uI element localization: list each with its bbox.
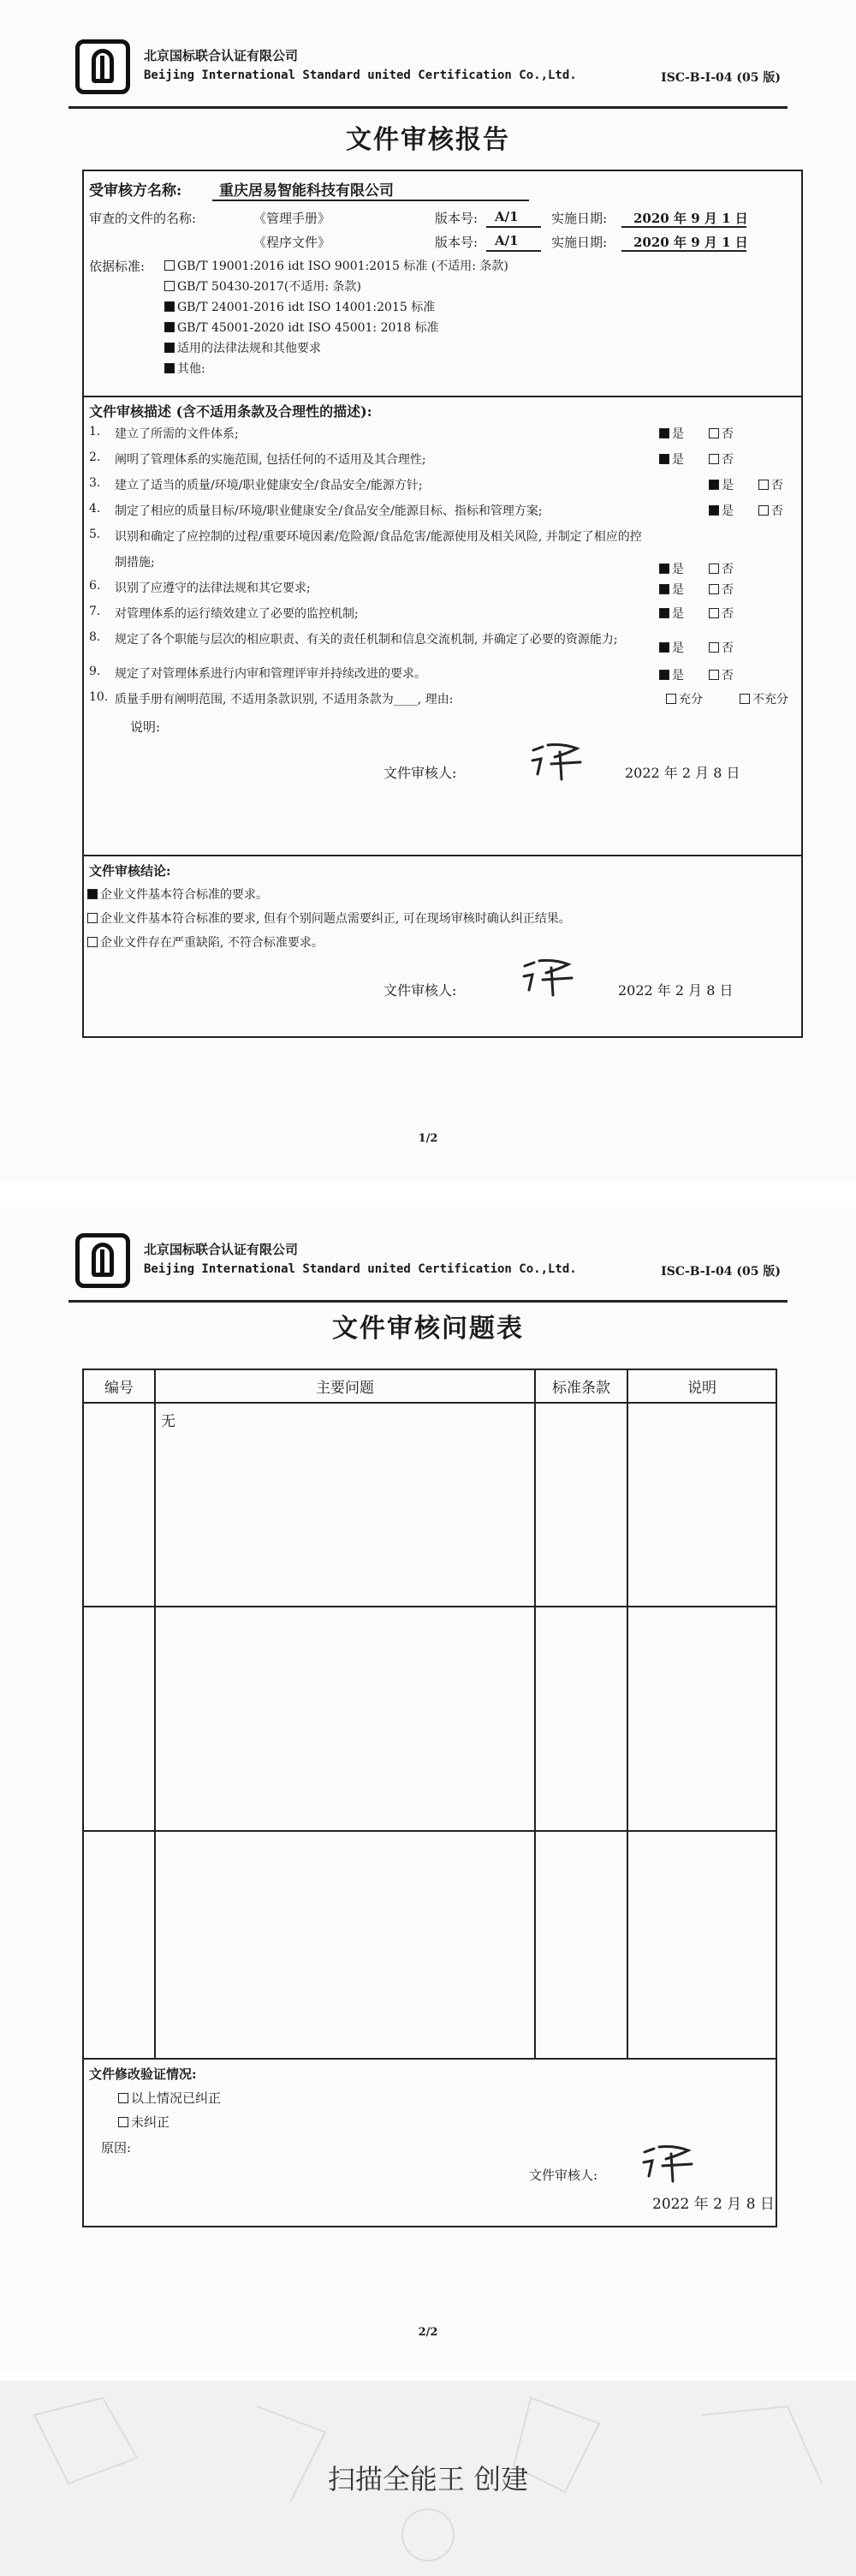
yes-label: 是: [672, 427, 684, 441]
yes-label: 是: [672, 641, 684, 655]
impl-label: 实施日期:: [551, 211, 608, 226]
checkbox-icon: [758, 480, 769, 490]
docs-label: 审查的文件的名称:: [89, 211, 197, 226]
no-label: 否: [722, 453, 734, 467]
standard-item: [164, 277, 361, 295]
note-label: 说明:: [130, 719, 161, 735]
checked-checkbox-icon: [709, 505, 719, 516]
checkbox-icon: [740, 694, 750, 704]
checked-checkbox-icon: [659, 670, 669, 680]
checked-checkbox-icon: [659, 642, 669, 653]
no-option[interactable]: [709, 560, 734, 577]
version-label-2: 版本号:: [435, 235, 479, 250]
standard-text: 其他:: [177, 362, 205, 376]
item-number: 9.: [89, 665, 101, 678]
page-number-1: 1/2: [418, 1132, 438, 1145]
checked-checkbox-icon: [659, 608, 669, 618]
reviewer-label-2: 文件审核人:: [383, 982, 457, 999]
no-option[interactable]: [709, 666, 734, 683]
issues-reviewer-signature: [640, 2142, 700, 2185]
no-label: 否: [722, 427, 734, 441]
version-value-2: A/1: [495, 233, 519, 248]
checkbox-icon: [118, 2093, 128, 2103]
reviewer-signature-2: [520, 956, 580, 999]
checked-checkbox-icon: [87, 889, 98, 899]
yes-option[interactable]: [659, 560, 684, 577]
doc-code: ISC-B-I-04 (05 版): [661, 71, 781, 85]
conclusion-text: 企业文件基本符合标准的要求, 但有个别问题点需要纠正, 可在现场审核时确认纠正结果。: [100, 912, 571, 926]
no-label: 否: [722, 583, 734, 597]
item-text: 规定了各个职能与层次的相应职责、有关的责任机制和信息交流机制, 并确定了必要的资源能力;: [115, 633, 618, 647]
checked-checkbox-icon[interactable]: [164, 322, 175, 332]
conclusion-item[interactable]: [87, 933, 324, 951]
conclusion-text: 企业文件存在严重缺陷, 不符合标准要求。: [100, 936, 324, 950]
standard-item: [164, 257, 508, 274]
checked-checkbox-icon[interactable]: [164, 301, 175, 312]
checked-checkbox-icon: [659, 428, 669, 438]
issues-review-date: 2022 年 2 月 8 日: [652, 2196, 775, 2213]
reviewer-signature: [529, 740, 589, 783]
conclusion-heading: 文件审核结论:: [89, 863, 171, 879]
item-number: 5.: [89, 528, 101, 541]
org-name-cn: 北京国标联合认证有限公司: [144, 48, 299, 63]
checkbox-icon[interactable]: [164, 260, 175, 271]
item-number: 10.: [89, 690, 109, 704]
item-text: 建立了适当的质量/环境/职业健康安全/食品安全/能源方针;: [115, 479, 423, 492]
no-option[interactable]: [709, 605, 734, 622]
insufficient-label: 不充分: [752, 693, 788, 707]
item-text: 对管理体系的运行绩效建立了必要的监控机制;: [115, 607, 359, 621]
verify-heading: 文件修改验证情况:: [89, 2066, 197, 2082]
no-option[interactable]: [709, 425, 734, 442]
table-row: [83, 1607, 776, 1831]
item-text: 制措施;: [115, 556, 155, 569]
item-text: 识别和确定了应控制的过程/重要环境因素/危险源/食品危害/能源使用及相关风险, 并制定了相应的控: [115, 530, 642, 544]
checkbox-icon: [709, 608, 719, 618]
no-label: 否: [722, 607, 734, 621]
item-number: 1.: [89, 425, 101, 438]
checked-checkbox-icon: [659, 584, 669, 594]
col-header-note: 说明: [627, 1369, 776, 1403]
checkbox-icon: [709, 454, 719, 464]
issues-table: [82, 1368, 777, 2227]
item-number: 3.: [89, 476, 101, 490]
standard-text: GB/T 24001-2016 idt ISO 14001:2015 标准: [177, 301, 436, 314]
no-option[interactable]: [709, 639, 734, 656]
checkbox-icon: [87, 913, 98, 923]
yes-option[interactable]: [659, 666, 684, 683]
page-header-2: [68, 1228, 788, 1303]
doc-name-2: 《程序文件》: [253, 235, 331, 250]
reviewer-label: 文件审核人:: [383, 765, 457, 781]
no-label: 否: [722, 641, 734, 655]
basis-label: 依据标准:: [89, 259, 146, 274]
page-number-2: 2/2: [418, 2326, 438, 2339]
checkbox-icon: [709, 670, 719, 680]
verify-option-label: 以上情况已纠正: [131, 2090, 222, 2106]
table-row: [83, 1831, 776, 2059]
table-row: [83, 1403, 776, 1607]
item-text: 规定了对管理体系进行内审和管理评审并持续改进的要求。: [115, 667, 426, 681]
checkbox-icon: [758, 505, 769, 516]
yes-label: 是: [722, 479, 734, 492]
yes-option[interactable]: [659, 639, 684, 656]
conclusion-item[interactable]: [87, 909, 571, 927]
impl-label-2: 实施日期:: [551, 235, 608, 250]
standard-text: 适用的法律法规和其他要求: [177, 342, 321, 355]
yes-label: 是: [672, 607, 684, 621]
yes-option[interactable]: [659, 581, 684, 598]
impl-date-2: 2020 年 9 月 1 日: [633, 235, 748, 250]
item-text: 识别了应遵守的法律法规和其它要求;: [115, 581, 311, 595]
item-number: 4.: [89, 502, 101, 516]
yes-label: 是: [672, 583, 684, 597]
issues-reviewer-label: 文件审核人:: [529, 2168, 598, 2183]
no-option[interactable]: [709, 450, 734, 468]
conclusion-item[interactable]: [87, 886, 268, 903]
issues-title: 文件审核问题表: [332, 1314, 524, 1344]
verify-row: [83, 2059, 776, 2227]
impl-date: 2020 年 9 月 1 日: [633, 211, 748, 226]
checked-checkbox-icon[interactable]: [164, 343, 175, 353]
standard-text: GB/T 19001:2016 idt ISO 9001:2015 标准 (不适用: 条款): [177, 259, 508, 273]
standard-item: [164, 319, 439, 336]
page-1: [0, 0, 856, 1182]
certification-logo-icon: [75, 39, 130, 94]
reason-label: 原因:: [101, 2140, 132, 2156]
checked-checkbox-icon: [659, 454, 669, 464]
version-value: A/1: [495, 209, 519, 224]
no-label: 否: [771, 479, 783, 492]
item-number: 2.: [89, 450, 101, 464]
org-name-en-2: Beijing International Standard united Certification Co.,Ltd.: [144, 1262, 577, 1276]
sufficient-label: 充分: [679, 693, 703, 707]
yes-option[interactable]: [709, 476, 734, 493]
item-text: 制定了相应的质量目标/环境/职业健康安全/食品安全/能源目标、指标和管理方案;: [115, 504, 543, 518]
no-label: 否: [771, 504, 783, 518]
yes-label: 是: [672, 669, 684, 683]
yes-label: 是: [672, 453, 684, 467]
checked-checkbox-icon: [659, 564, 669, 574]
checkbox-icon: [118, 2117, 128, 2127]
issue-cell: 无: [155, 1403, 535, 1607]
checkbox-icon: [709, 584, 719, 594]
item-text: 阐明了管理体系的实施范围, 包括任何的不适用及其合理性;: [115, 453, 426, 467]
yes-label: 是: [672, 563, 684, 576]
standard-text: GB/T 50430-2017(不适用: 条款): [177, 280, 361, 294]
standard-item: [164, 298, 435, 315]
no-label: 否: [722, 563, 734, 576]
col-header-num: 编号: [83, 1369, 155, 1403]
review-date: 2022 年 2 月 8 日: [625, 765, 740, 781]
doc-name-1: 《管理手册》: [253, 211, 331, 226]
checkbox-icon: [666, 694, 676, 704]
standard-item: [164, 339, 321, 356]
item-text: 建立了所需的文件体系;: [115, 427, 239, 441]
conclusion-text: 企业文件基本符合标准的要求。: [100, 888, 268, 902]
verify-option-label: 未纠正: [131, 2114, 170, 2130]
checkbox-icon: [709, 642, 719, 653]
report-title: 文件审核报告: [346, 125, 510, 155]
no-option[interactable]: [758, 502, 783, 519]
scanner-watermark-footer: [0, 2381, 856, 2576]
checkbox-icon: [87, 937, 98, 947]
certification-logo-icon-2: [75, 1233, 130, 1288]
checked-checkbox-icon: [709, 480, 719, 490]
no-option[interactable]: [758, 476, 783, 493]
checkbox-icon[interactable]: [164, 281, 175, 291]
review-date-2: 2022 年 2 月 8 日: [618, 982, 734, 999]
standard-text: GB/T 45001-2020 idt ISO 45001: 2018 标准: [177, 321, 439, 335]
verify-option-not-corrected[interactable]: [118, 2113, 169, 2131]
item-text: 质量手册有阐明范围, 不适用条款识别, 不适用条款为____, 理由:: [115, 693, 454, 707]
no-label: 否: [722, 669, 734, 683]
standard-item: [164, 360, 205, 377]
no-option[interactable]: [709, 581, 734, 598]
yes-option[interactable]: [659, 605, 684, 622]
page-header: [68, 34, 788, 109]
auditee-label: 受审核方名称:: [89, 182, 182, 200]
item-number: 7.: [89, 605, 101, 618]
scanner-brand: 扫描全能王 创建: [327, 2463, 529, 2496]
yes-option[interactable]: [659, 450, 684, 468]
doc-code-2: ISC-B-I-04 (05 版): [661, 1265, 781, 1279]
checkbox-icon: [709, 428, 719, 438]
report-box: [82, 170, 803, 1038]
checked-checkbox-icon[interactable]: [164, 363, 175, 373]
sufficient-option[interactable]: [666, 690, 703, 707]
yes-option[interactable]: [659, 425, 684, 442]
version-label: 版本号:: [435, 211, 479, 226]
col-header-clause: 标准条款: [535, 1369, 627, 1403]
yes-label: 是: [722, 504, 734, 518]
yes-option[interactable]: [709, 502, 734, 519]
org-name-en: Beijing International Standard united Certification Co.,Ltd.: [144, 69, 577, 82]
item-number: 6.: [89, 579, 101, 593]
checkbox-icon: [709, 564, 719, 574]
col-header-issue: 主要问题: [155, 1369, 535, 1403]
org-name-cn-2: 北京国标联合认证有限公司: [144, 1242, 299, 1257]
insufficient-option[interactable]: [740, 690, 788, 707]
auditee-name: 重庆居易智能科技有限公司: [219, 182, 394, 200]
desc-heading: 文件审核描述 (含不适用条款及合理性的描述):: [89, 403, 372, 420]
verify-option-corrected[interactable]: [118, 2089, 221, 2107]
item-number: 8.: [89, 630, 101, 644]
